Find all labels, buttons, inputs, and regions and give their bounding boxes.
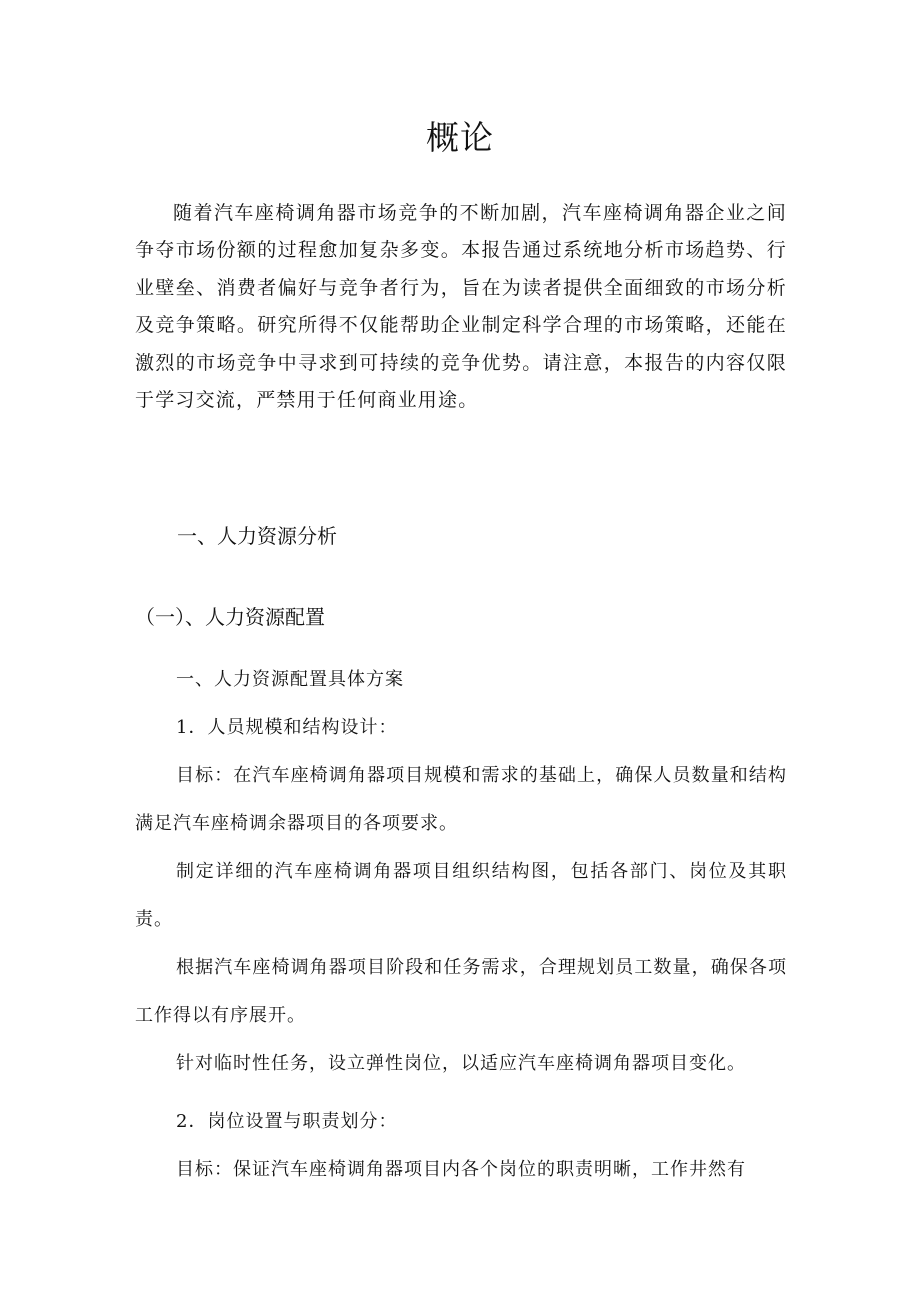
paragraph-item-1-heading: 1．人员规模和结构设计： — [176, 717, 398, 738]
document-title: 概论 — [426, 118, 494, 157]
intro-paragraph: 随着汽车座椅调角器市场竞争的不断加剧，汽车座椅调角器企业之间争夺市场份额的过程愈加复杂多变。本报告通过系统地分析市场趋势、行业壁垒、消费者偏好与竞争者行为，旨在为读者提供全面细致的市场分析及竞争策略。研究所得不仅能帮助企业制定科学合理的市场策略，还能在激烈的市场竞争中寻求到可持续的竞争优势。请注意，本报告的内容仅限于学习交流，严禁用于任何商业用途。 — [135, 202, 787, 412]
section-heading: 一、人力资源分析 — [177, 524, 337, 548]
paragraph-item-2-goal: 目标：保证汽车座椅调角器项目内各个岗位的职责明晰，工作井然有 — [176, 1159, 746, 1180]
paragraph-org-chart: 制定详细的汽车座椅调角器项目组织结构图，包括各部门、岗位及其职责。 — [135, 861, 787, 930]
subsection-heading: （一）、人力资源配置 — [135, 605, 325, 629]
paragraph-item-1-goal: 目标：在汽车座椅调角器项目规模和需求的基础上，确保人员数量和结构满足汽车座椅调余器项目的各项要求。 — [135, 765, 787, 834]
paragraph-staff-planning: 根据汽车座椅调角器项目阶段和任务需求，合理规划员工数量，确保各项工作得以有序展开。 — [135, 957, 787, 1026]
paragraph-plan-title: 一、人力资源配置具体方案 — [176, 669, 404, 690]
paragraph-item-2-heading: 2．岗位设置与职责划分： — [176, 1111, 398, 1132]
paragraph-flexible-posts: 针对临时性任务，设立弹性岗位，以适应汽车座椅调角器项目变化。 — [176, 1053, 746, 1074]
